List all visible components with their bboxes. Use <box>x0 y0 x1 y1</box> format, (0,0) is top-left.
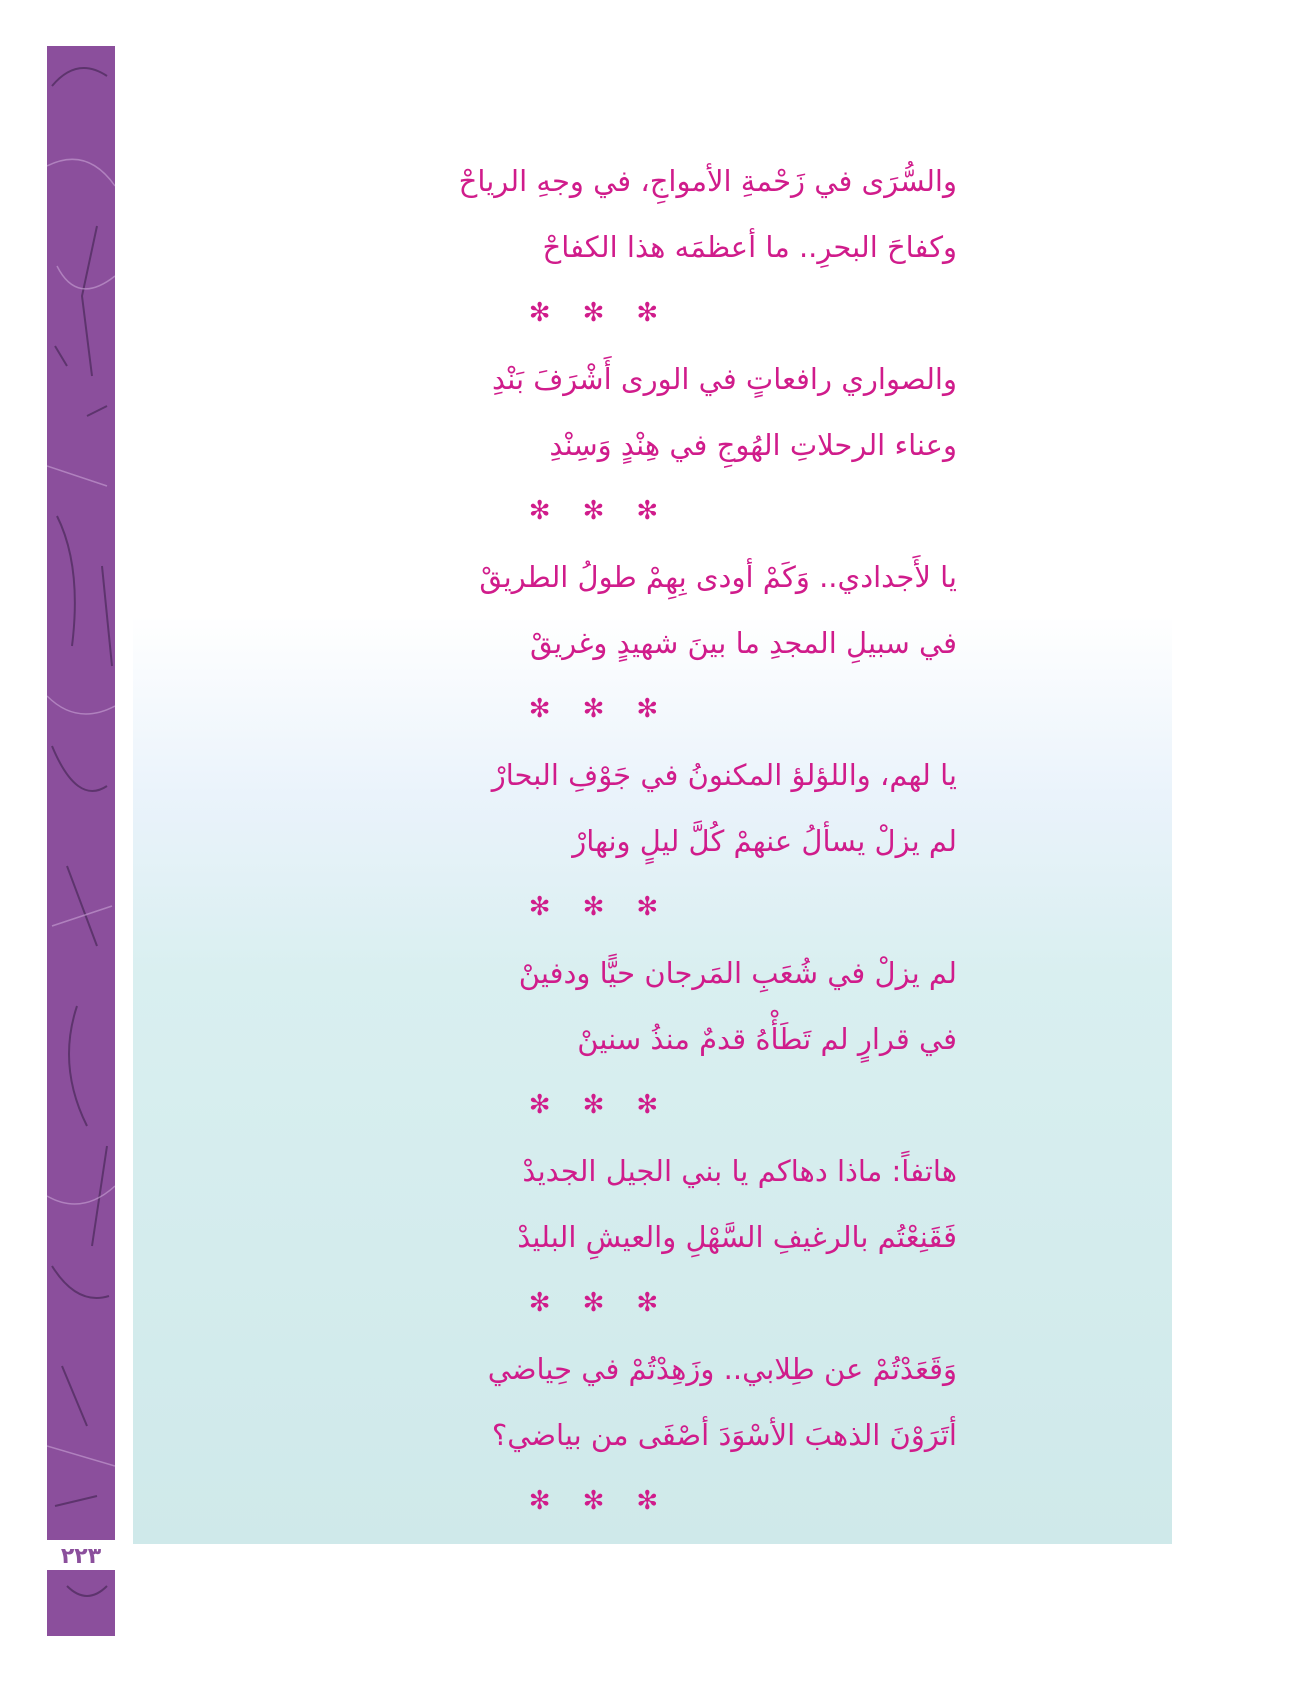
stanza-separator <box>15 478 1172 544</box>
verse-line: وكفاحَ البحرِ.. ما أعظمَه هذا الكفاحْ <box>542 230 957 264</box>
star-icon: ✻ <box>582 694 605 724</box>
star-icon: ✻ <box>582 298 605 328</box>
stanza-separator <box>15 280 1172 346</box>
stanza <box>133 742 1172 940</box>
verse-line: فَقَنِعْتُم بالرغيفِ السَّهْلِ والعيشِ البليدْ <box>517 1220 957 1254</box>
stanza <box>133 544 1172 742</box>
star-icon: ✻ <box>528 1288 551 1318</box>
verse-line: يا لهم، واللؤلؤ المكنونُ في جَوْفِ البحارْ <box>491 758 957 792</box>
star-icon: ✻ <box>636 496 659 526</box>
poem <box>133 148 1172 1534</box>
stanza-separator <box>15 1270 1172 1336</box>
stanza-separator <box>15 1072 1172 1138</box>
verse-line: وعناء الرحلاتِ الهُوجِ في هِنْدٍ وَسِنْدِ <box>549 428 957 462</box>
verse-line: والصواري رافعاتٍ في الورى أَشْرَفَ بَنْدِ <box>491 362 957 396</box>
star-icon: ✻ <box>636 298 659 328</box>
star-icon: ✻ <box>582 892 605 922</box>
verse-line: هاتفاً: ماذا دهاكم يا بني الجيل الجديدْ <box>522 1154 957 1188</box>
stanza <box>133 346 1172 544</box>
verse-line: لم يزلْ يسألُ عنهمْ كُلَّ ليلٍ ونهارْ <box>572 824 957 858</box>
stanza-separator <box>15 874 1172 940</box>
stanza-separator <box>15 1468 1172 1534</box>
star-icon: ✻ <box>636 1090 659 1120</box>
verse-line: في سبيلِ المجدِ ما بينَ شهيدٍ وغريقْ <box>529 626 957 660</box>
star-icon: ✻ <box>582 1486 605 1516</box>
stanza <box>133 1138 1172 1336</box>
verse-line: يا لأَجدادي.. وَكَمْ أودى بِهِمْ طولُ الطريقْ <box>479 560 957 594</box>
star-icon: ✻ <box>528 298 551 328</box>
star-icon: ✻ <box>528 496 551 526</box>
page-number: ٢٢٣ <box>47 1538 115 1572</box>
star-icon: ✻ <box>528 1090 551 1120</box>
star-icon: ✻ <box>636 1486 659 1516</box>
star-icon: ✻ <box>636 892 659 922</box>
verse-line: وَقَعَدْتُمْ عن طِلابي.. وزَهِدْتُمْ في حِياضي <box>487 1352 957 1386</box>
stanza <box>133 148 1172 346</box>
verse-line: والسُّرَى في زَحْمةِ الأمواجِ، في وجهِ الرياحْ <box>458 164 957 198</box>
verse-line: أتَرَوْنَ الذهبَ الأسْوَدَ أصْفَى من بياضي؟ <box>491 1418 957 1452</box>
star-icon: ✻ <box>636 1288 659 1318</box>
star-icon: ✻ <box>582 1090 605 1120</box>
star-icon: ✻ <box>528 892 551 922</box>
star-icon: ✻ <box>636 694 659 724</box>
stanza-separator <box>15 676 1172 742</box>
star-icon: ✻ <box>582 1288 605 1318</box>
star-icon: ✻ <box>582 496 605 526</box>
star-icon: ✻ <box>528 694 551 724</box>
stanza <box>133 1336 1172 1534</box>
star-icon: ✻ <box>528 1486 551 1516</box>
verse-line: في قرارٍ لم تَطَأْهُ قدمٌ منذُ سنينْ <box>577 1022 957 1056</box>
verse-line: لم يزلْ في شُعَبِ المَرجان حيًّا ودفينْ <box>518 956 957 990</box>
stanza <box>133 940 1172 1138</box>
